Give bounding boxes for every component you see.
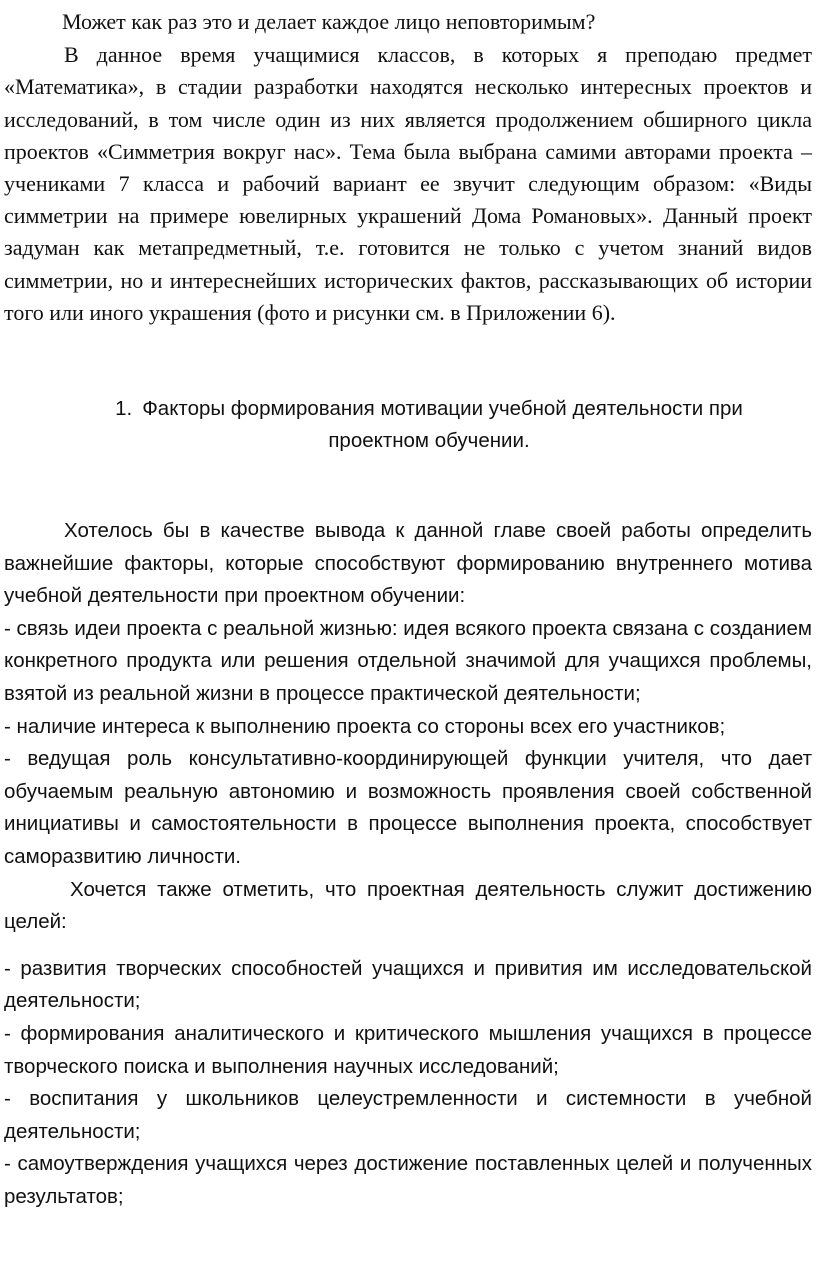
goal-item-3: - воспитания у школьников целеустремленности и системности в учебной деятельности; xyxy=(4,1087,812,1143)
intro-line: Может как раз это и делает каждое лицо неповторимым? xyxy=(62,9,596,34)
section-body xyxy=(0,515,816,1213)
section-number: 1. xyxy=(115,397,133,421)
goals-intro: Хочется также отметить, что проектная деятельность служит достижению целей: xyxy=(4,877,812,934)
section-intro: Хотелось бы в качестве вывода к данной главе своей работы определить важнейшие факторы, которые способствуют формированию внутреннего мотива учебной деятельности при проектном обучении: xyxy=(4,519,812,608)
factor-item-1: - связь идеи проекта с реальной жизнью: идея всякого проекта связана с созданием конкретного продукта или решения отдельной значимой для учащихся проблемы, взятой из реальной жизни в процессе практической деятельности; xyxy=(4,616,812,705)
goal-item-2: - формирования аналитического и критического мышления учащихся в процессе творческого поиска и выполнения научных исследований; xyxy=(4,1021,812,1078)
intro-paragraph: В данное время учащимися классов, в которых я преподаю предмет «Математика», в стадии разработки находятся несколько интересных проектов и исследований, в том числе один из них является продолжением обширного цикла проектов «Симметрия вокруг нас». Тема была выбрана самими авторами проекта – учениками 7 класса и рабочий вариант ее звучит следующим образом: «Виды симметрии на примере ювелирных украшений Дома Романовых». Данный проект задуман как метапредметный, т.е. готовится не только с учетом знаний видов симметрии, но и интереснейших исторических фактов, рассказывающих об истории того или иного украшения (фото и рисунки см. в Приложении 6). xyxy=(4,42,812,325)
factor-item-2: - наличие интереса к выполнению проекта со стороны всех его участников; xyxy=(4,714,726,738)
goal-item-1: - развития творческих способностей учащихся и привития им исследовательской деятельности; xyxy=(4,956,812,1013)
goal-item-4: - самоутверждения учащихся через достижение поставленных целей и полученных результатов; xyxy=(4,1152,812,1208)
section-heading xyxy=(0,393,816,457)
section-title: Факторы формирования мотивации учебной деятельности при проектном обучении. xyxy=(142,397,743,453)
factor-item-3: - ведущая роль консультативно-координирующей функции учителя, что дает обучаемым реальную автономию и возможность проявления своей собственной инициативы и самостоятельности в процессе выполнения проекта, способствует саморазвитию личности. xyxy=(4,747,812,868)
